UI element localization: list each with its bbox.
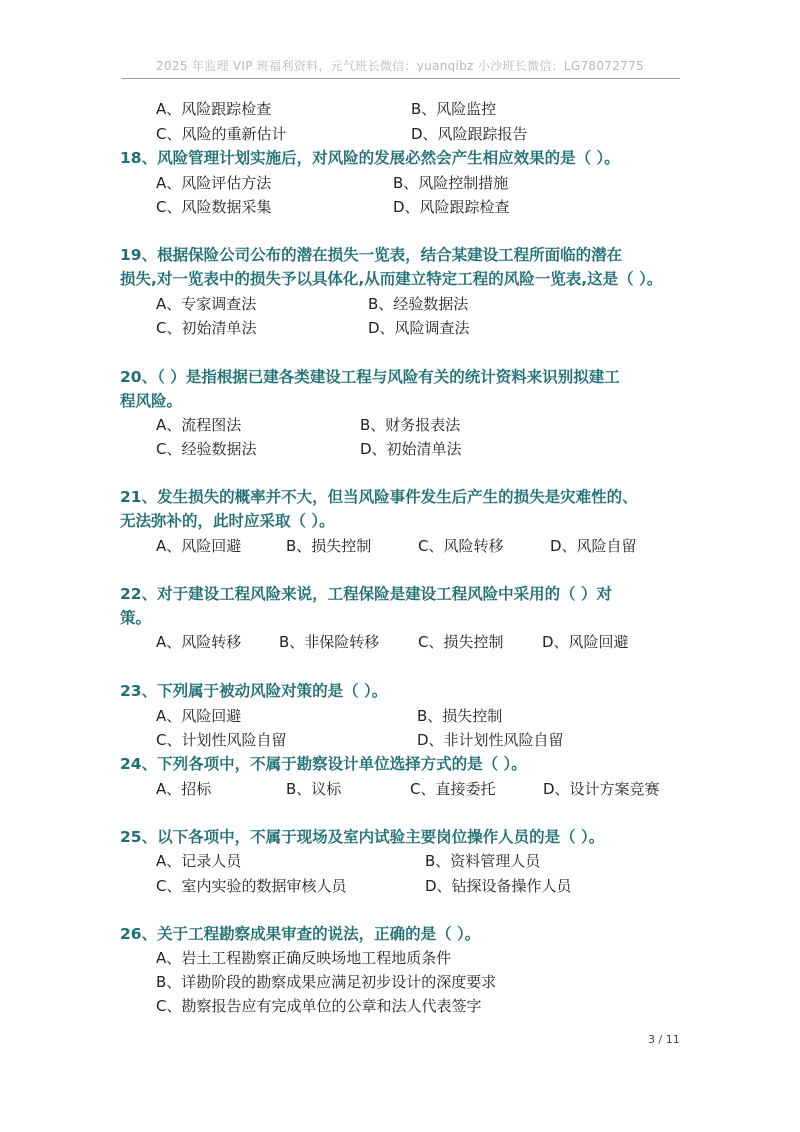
q26-option-a: A、岩土工程勘察正确反映场地工程地质条件 — [156, 949, 452, 967]
page-number: 3 / 11 — [648, 1033, 680, 1046]
q22-option-a: A、风险转移 — [156, 633, 242, 651]
q23-option-b: B、损失控制 — [417, 707, 503, 725]
q18-option-a: A、风险评估方法 — [156, 174, 272, 192]
q18-option-c: C、风险数据采集 — [156, 198, 272, 216]
q19-option-d: D、风险调查法 — [368, 319, 470, 337]
q18-option-d: D、风险跟踪检查 — [393, 198, 510, 216]
q25-option-d: D、钻探设备操作人员 — [425, 877, 572, 895]
q24-stem: 24、下列各项中，不属于勘察设计单位选择方式的是（ ）。 — [120, 755, 527, 773]
q25-option-b: B、资料管理人员 — [425, 852, 541, 870]
q26-option-c: C、勘察报告应有完成单位的公章和法人代表签字 — [156, 997, 482, 1015]
q20-option-a: A、流程图法 — [156, 416, 242, 434]
q26-stem: 26、关于工程勘察成果审查的说法，正确的是（ ）。 — [120, 925, 481, 943]
q21-stem-line1: 21、发生损失的概率并不大，但当风险事件发生后产生的损失是灾难性的、 — [120, 488, 638, 506]
q22-option-c: C、损失控制 — [418, 633, 504, 651]
q17-option-b: B、风险监控 — [411, 100, 497, 118]
q17-option-d: D、风险跟踪报告 — [411, 125, 528, 143]
q21-option-c: C、风险转移 — [418, 537, 504, 555]
q17-option-c: C、风险的重新估计 — [156, 125, 287, 143]
header-divider — [122, 78, 680, 79]
q20-stem-line1: 20、（ ）是指根据已建各类建设工程与风险有关的统计资料来识别拟建工 — [120, 368, 620, 386]
q19-option-c: C、初始清单法 — [156, 319, 257, 337]
q25-option-c: C、室内实验的数据审核人员 — [156, 877, 347, 895]
q23-option-d: D、非计划性风险自留 — [417, 731, 564, 749]
q21-option-b: B、损失控制 — [286, 537, 372, 555]
q24-option-b: B、议标 — [286, 780, 342, 798]
q21-stem-line2: 无法弥补的，此时应采取（ ）。 — [120, 512, 335, 530]
q19-stem-line2: 损失,对一览表中的损失予以具体化,从而建立特定工程的风险一览表,这是（ ）。 — [120, 270, 663, 288]
q20-option-d: D、初始清单法 — [360, 440, 462, 458]
q20-stem-line2: 程风险。 — [120, 392, 183, 410]
q24-option-d: D、设计方案竞赛 — [543, 780, 660, 798]
q22-option-b: B、非保险转移 — [279, 633, 380, 651]
q18-stem: 18、风险管理计划实施后，对风险的发展必然会产生相应效果的是（ ）。 — [120, 149, 620, 167]
page-header: 2025 年监理 VIP 班福利资料，元气班长微信：yuanqibz 小沙班长微信：LG78072775 — [156, 59, 644, 73]
q17-option-a: A、风险跟踪检查 — [156, 100, 272, 118]
q22-stem-line2: 策。 — [120, 609, 152, 627]
q23-option-a: A、风险回避 — [156, 707, 242, 725]
q20-option-b: B、财务报表法 — [360, 416, 461, 434]
q23-option-c: C、计划性风险自留 — [156, 731, 287, 749]
q21-option-d: D、风险自留 — [550, 537, 637, 555]
q18-option-b: B、风险控制措施 — [393, 174, 509, 192]
q19-stem-line1: 19、根据保险公司公布的潜在损失一览表，结合某建设工程所面临的潜在 — [120, 246, 623, 264]
q22-option-d: D、风险回避 — [542, 633, 629, 651]
q19-option-a: A、专家调查法 — [156, 295, 257, 313]
q24-option-c: C、直接委托 — [410, 780, 496, 798]
q21-option-a: A、风险回避 — [156, 537, 242, 555]
q25-stem: 25、以下各项中，不属于现场及室内试验主要岗位操作人员的是（ ）。 — [120, 828, 605, 846]
q20-option-c: C、经验数据法 — [156, 440, 257, 458]
q26-option-b: B、详勘阶段的勘察成果应满足初步设计的深度要求 — [156, 973, 497, 991]
q22-stem-line1: 22、对于建设工程风险来说，工程保险是建设工程风险中采用的（ ）对 — [120, 585, 612, 603]
q23-stem: 23、下列属于被动风险对策的是（ ）。 — [120, 682, 388, 700]
q25-option-a: A、记录人员 — [156, 852, 242, 870]
q19-option-b: B、经验数据法 — [368, 295, 469, 313]
q24-option-a: A、招标 — [156, 780, 212, 798]
